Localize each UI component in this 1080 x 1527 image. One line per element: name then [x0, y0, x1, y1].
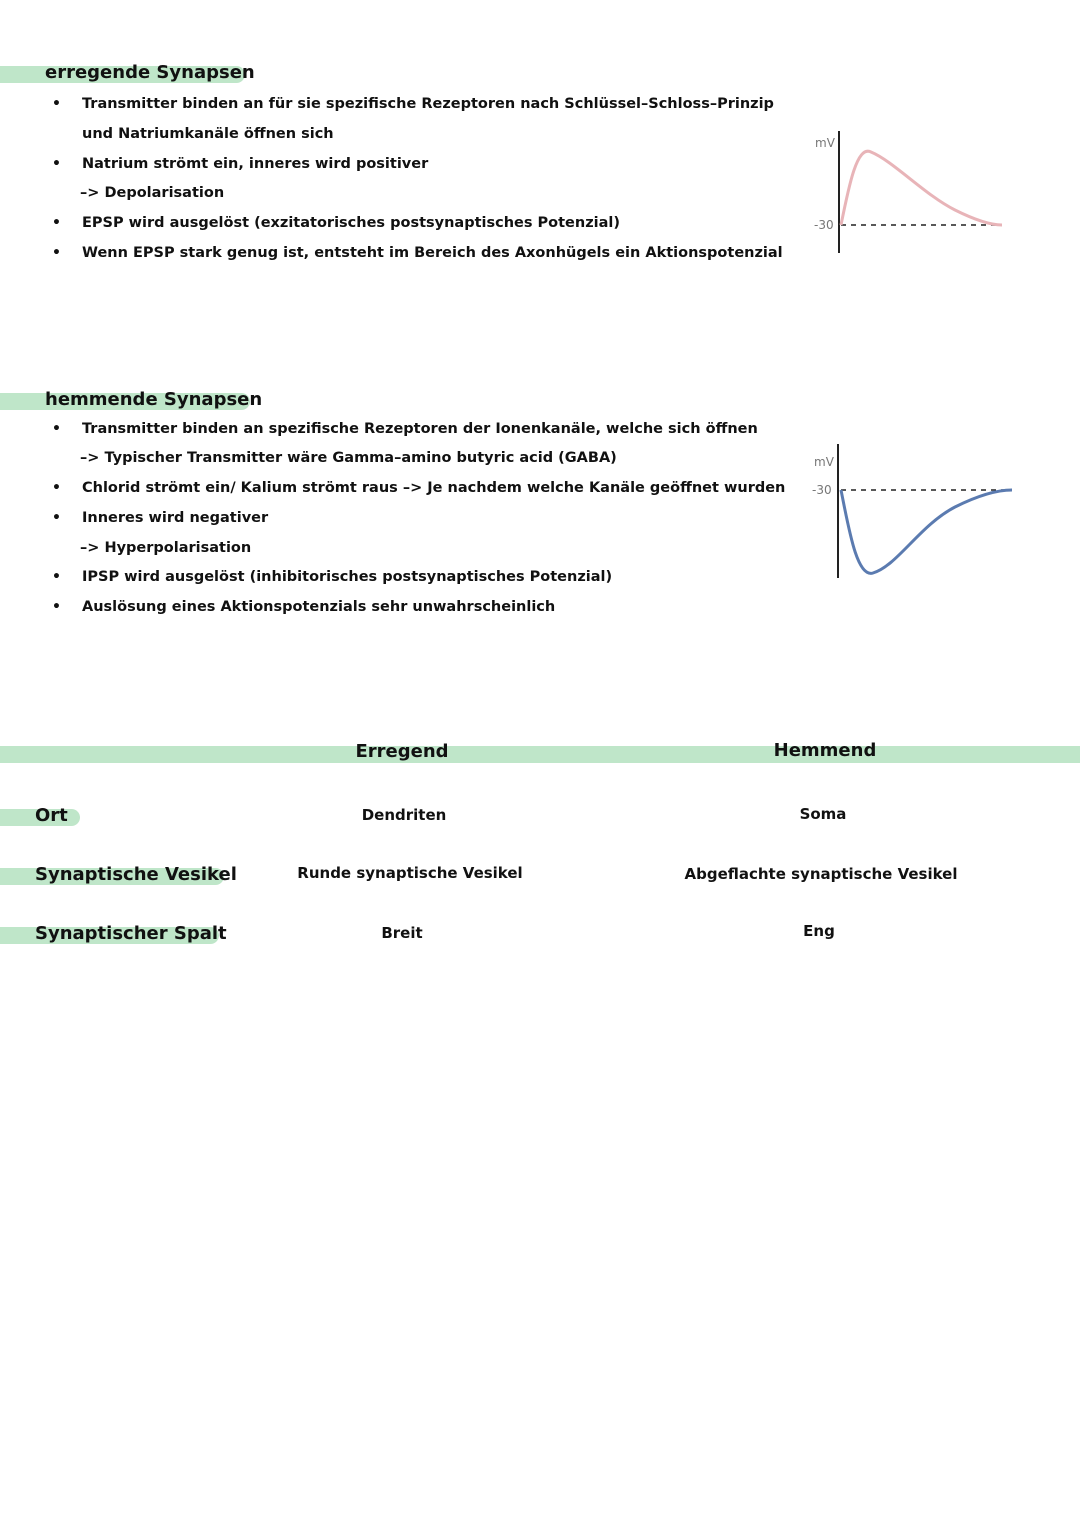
ipsp-curve [841, 490, 1012, 573]
epsp-curve [841, 151, 1002, 225]
graph-unit-label: mV [814, 455, 834, 469]
bullet: • [52, 480, 61, 496]
list-item: Chlorid strömt ein/ Kalium strömt raus –> Je nachdem welche Kanäle geöffnet wurden [82, 480, 786, 496]
list-item: EPSP wird ausgelöst (exzitatorisches postsynaptisches Potenzial) [82, 215, 621, 231]
bullet: • [52, 421, 61, 437]
table-cell: Soma [799, 805, 847, 823]
table-header-bar [0, 746, 1080, 763]
graph-baseline-label: -30 [814, 218, 834, 232]
list-item: Transmitter binden an spezifische Rezeptoren der Ionenkanäle, welche sich öffnen [82, 421, 758, 437]
graph-baseline-label: -30 [812, 483, 832, 497]
list-item-continuation: –> Depolarisation [80, 185, 225, 201]
list-item: Inneres wird negativer [82, 510, 269, 526]
bullet: • [52, 599, 61, 615]
table-cell: Eng [803, 922, 835, 940]
list-item: Natrium strömt ein, inneres wird positiver [82, 156, 429, 172]
list-item-continuation: –> Typischer Transmitter wäre Gamma–amino butyric acid (GABA) [80, 450, 617, 466]
list-item-continuation: und Natriumkanäle öffnen sich [82, 126, 334, 142]
column-header-hemmend: Hemmend [773, 740, 877, 761]
bullet: • [52, 215, 61, 231]
ipsp-graph [805, 440, 1020, 585]
row-label-synaptische-vesikel: Synaptische Vesikel [35, 864, 237, 885]
list-item-continuation: –> Hyperpolarisation [80, 540, 252, 556]
table-cell: Breit [381, 924, 423, 942]
graph-unit-label: mV [815, 136, 835, 150]
column-header-erregend: Erregend [355, 741, 449, 762]
table-cell: Dendriten [361, 806, 447, 824]
bullet: • [52, 156, 61, 172]
table-cell: Runde synaptische Vesikel [297, 864, 523, 882]
section-heading-inhibitory: hemmende Synapsen [45, 389, 263, 410]
bullet: • [52, 96, 61, 112]
table-cell: Abgeflachte synaptische Vesikel [684, 865, 958, 883]
row-label-synaptischer-spalt: Synaptischer Spalt [35, 923, 227, 944]
bullet: • [52, 569, 61, 585]
list-item: IPSP wird ausgelöst (inhibitorisches postsynaptisches Potenzial) [82, 569, 613, 585]
section-heading-excitatory: erregende Synapsen [45, 62, 255, 83]
list-item: Transmitter binden an für sie spezifische Rezeptoren nach Schlüssel–Schloss–Prinzip [82, 96, 774, 112]
bullet: • [52, 245, 61, 261]
row-label-ort: Ort [35, 805, 68, 826]
bullet: • [52, 510, 61, 526]
list-item: Auslösung eines Aktionspotenzials sehr unwahrscheinlich [82, 599, 556, 615]
list-item: Wenn EPSP stark genug ist, entsteht im Bereich des Axonhügels ein Aktionspotenzial [82, 245, 783, 261]
epsp-graph [805, 125, 1020, 260]
